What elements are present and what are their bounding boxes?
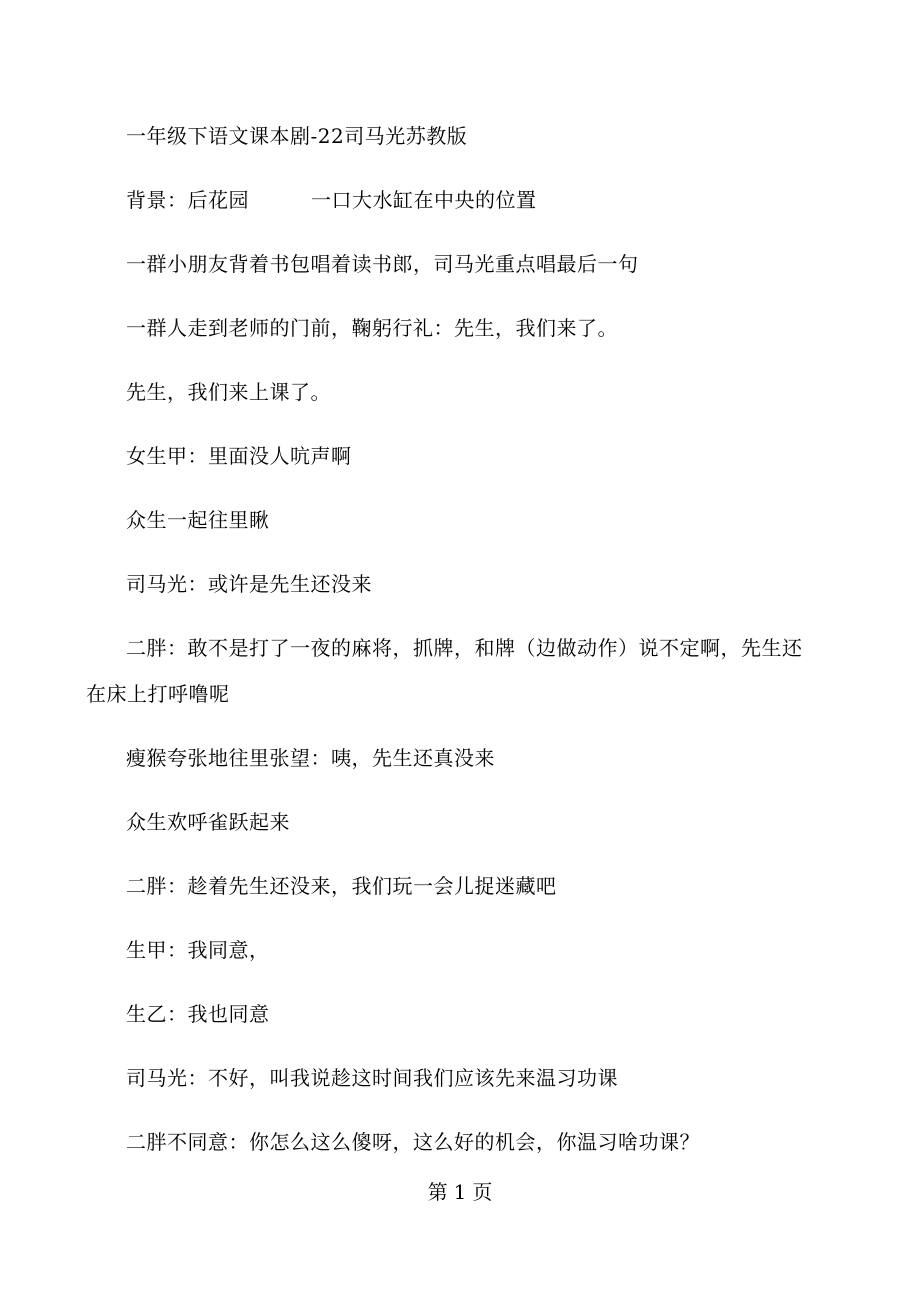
- paragraph: 一群人走到老师的门前，鞠躬行礼：先生，我们来了。: [126, 316, 618, 340]
- paragraph: 二胖不同意：你怎么这么傻呀，这么好的机会，你温习啥功课？: [126, 1130, 700, 1154]
- page-number-suffix: 页: [472, 1180, 493, 1204]
- background-label: 背景：后花园: [126, 188, 249, 212]
- paragraph: 生甲：我同意，: [126, 938, 270, 962]
- paragraph: 女生甲：里面没人吭声啊: [126, 444, 352, 468]
- page-number-prefix: 第: [427, 1180, 448, 1204]
- background-detail: 一口大水缸在中央的位置: [311, 188, 537, 212]
- paragraph: 二胖：敢不是打了一夜的麻将，抓牌，和牌（边做动作）说不定啊，先生还: [126, 636, 803, 660]
- paragraph: 众生一起往里瞅: [126, 508, 270, 532]
- paragraph: 先生，我们来上课了。: [126, 380, 331, 404]
- paragraph-continuation: 在床上打呼噜呢: [86, 682, 230, 706]
- document-title: 一年级下语文课本剧-22司马光苏教版: [126, 124, 468, 148]
- paragraph: 二胖：趁着先生还没来，我们玩一会儿捉迷藏吧: [126, 874, 557, 898]
- paragraph: 司马光：不好，叫我说趁这时间我们应该先来温习功课: [126, 1066, 618, 1090]
- paragraph: 一群小朋友背着书包唱着读书郎，司马光重点唱最后一句: [126, 252, 639, 276]
- paragraph: 司马光：或许是先生还没来: [126, 572, 372, 596]
- paragraph: 瘦猴夸张地往里张望：咦，先生还真没来: [126, 746, 495, 770]
- page-number: [0, 1180, 920, 1204]
- paragraph: 生乙：我也同意: [126, 1002, 270, 1026]
- background-line: [126, 188, 537, 212]
- paragraph: 众生欢呼雀跃起来: [126, 810, 290, 834]
- page-number-value: 1: [453, 1180, 467, 1204]
